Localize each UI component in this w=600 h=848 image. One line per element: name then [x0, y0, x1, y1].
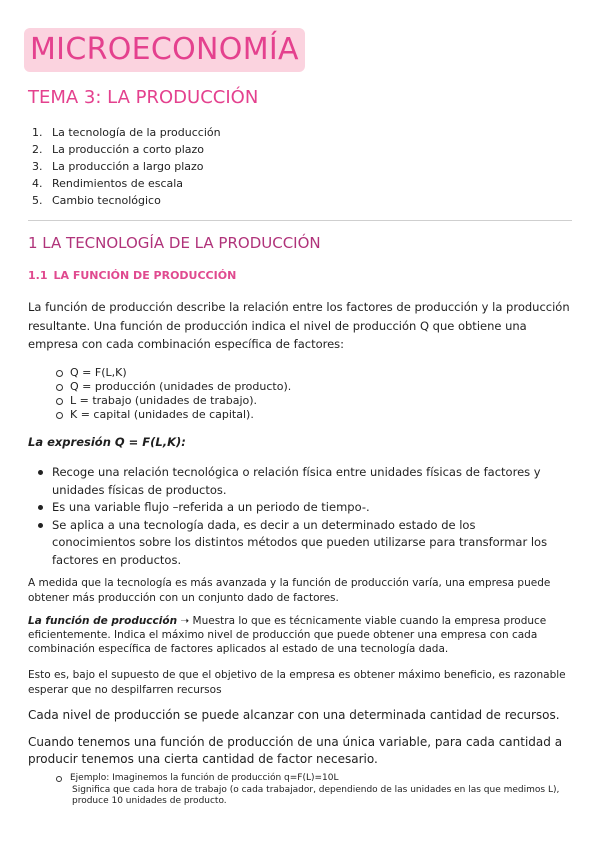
- subsection-title: LA FUNCIÓN DE PRODUCCIÓN: [53, 269, 237, 282]
- production-function-lead: La función de producción: [28, 615, 178, 627]
- toc-item: 2. La producción a corto plazo: [32, 143, 205, 156]
- example-block: [56, 773, 566, 808]
- toc-item: 4. Rendimientos de escala: [32, 177, 184, 190]
- single-variable-paragraph: Cuando tenemos una función de producción de una única variable, para cada cantidad a producir tenemos una cierta cantidad de factor necesario.: [28, 735, 563, 766]
- expression-point: Es una variable flujo –referida a un periodo de tiempo-.: [38, 499, 558, 517]
- technology-paragraph: A medida que la tecnología es más avanzada y la función de producción varía, una empresa puede obtener más producción con un conjunto dado de factores.: [28, 577, 551, 604]
- expression-point: Se aplica a una tecnología dada, es decir a un determinado estado de los conocimientos sobre los distintos métodos que pueden utilizarse para transformar los factores en productos.: [38, 517, 558, 570]
- example-explanation: Significa que cada hora de trabajo (o cada trabajador, dependiendo de las unidades en las que medimos L), produce 10 unidades de producto.: [72, 784, 560, 806]
- production-function-text: ➝ Muestra lo que es técnicamente viable cuando la empresa produce eficientemente. Indica el máximo nivel de producción que puede obtener una empresa con cada combinación específica de factores aplicados al estado de una tecnología dada.: [28, 615, 547, 655]
- toc-item: 5. Cambio tecnológico: [32, 194, 161, 207]
- definition-item: Q = F(L,K): [56, 366, 291, 380]
- definitions-list: [56, 366, 291, 422]
- subsection-heading: [28, 268, 236, 284]
- production-function-paragraph: [28, 614, 576, 656]
- intro-paragraph: La función de producción describe la relación entre los factores de producción y la producción resultante. Una función de producción indica el nivel de producción Q que obtiene una empresa con cada combinación específica de factores:: [28, 300, 570, 351]
- expression-points-list: [38, 464, 558, 569]
- definition-item: K = capital (unidades de capital).: [56, 408, 291, 422]
- definition-item: L = trabajo (unidades de trabajo).: [56, 394, 291, 408]
- definition-item: Q = producción (unidades de producto).: [56, 380, 291, 394]
- table-of-contents: [32, 124, 221, 209]
- section-divider: [28, 220, 572, 221]
- subsection-number: 1.1: [28, 269, 48, 282]
- document-title: MICROECONOMÍA: [24, 28, 305, 72]
- expression-heading: La expresión Q = F(L,K):: [28, 435, 186, 449]
- toc-item: 3. La producción a largo plazo: [32, 160, 204, 173]
- resources-paragraph: Cada nivel de producción se puede alcanzar con una determinada cantidad de recursos.: [28, 708, 560, 722]
- section-heading: 1 LA TECNOLOGÍA DE LA PRODUCCIÓN: [28, 234, 321, 252]
- example-line: Ejemplo: Imaginemos la función de producción q=F(L)=10L: [70, 773, 339, 783]
- assumption-paragraph: Esto es, bajo el supuesto de que el objetivo de la empresa es obtener máximo beneficio, es razonable esperar que no despilfarren recursos: [28, 669, 566, 696]
- toc-item: 1. La tecnología de la producción: [32, 126, 221, 139]
- expression-point: Recoge una relación tecnológica o relación física entre unidades físicas de factores y unidades físicas de productos.: [38, 464, 558, 499]
- title-block: [24, 28, 305, 72]
- topic-heading: TEMA 3: LA PRODUCCIÓN: [28, 87, 259, 108]
- example-bullet-icon: [56, 776, 62, 782]
